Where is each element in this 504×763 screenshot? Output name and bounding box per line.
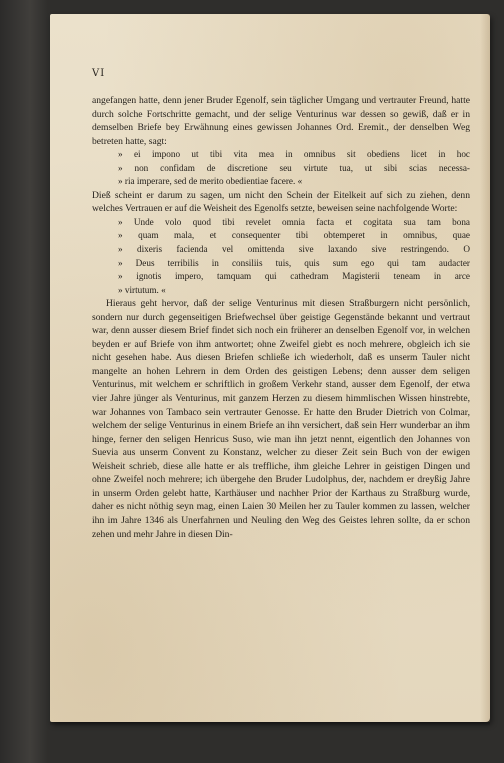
middle-paragraph: Dieß scheint er darum zu sagen, um nicht den Schein der Eitelkeit auf sich zu ziehen, denn welches Vertrauen er auf die Weisheit des Egenolfs setzte, beweisen seine nachfolgende Worte: <box>92 189 470 215</box>
quote-line: » non confidam de discretione seu virtute tua, ut sibi scias necessa- <box>118 162 470 173</box>
latin-quote-1 <box>118 148 470 189</box>
closing-paragraph: Hieraus geht hervor, daß der selige Venturinus mit diesen Straßburgern nicht persönlich, sondern nur durch gegenseitigen Briefwechsel über geistige Gegenstände bekannt und vertraut war, denn ausser diesem Brief findet sich noch ein früherer an denselben Egenolf vor, in welchen beyden er auf Briefe von ihm antwortet; ohne Zweifel giebt es noch mehrere, obgleich ich sie nicht gesehen habe. Aus diesen Briefen schließe ich wiederholt, daß es unserm Tauler nicht mangelte an hohen Lehrern in dem Orden des geistigen Lebens; denn ausser dem seligen Venturinus, mit welchem er schriftlich in großem Verkehr stand, ausser dem Egenolf, der etwa vier Jahre jünger als Venturinus, mit ganzem Herzen zu diesem himmlischen Wissen hinstrebte, war Johannes von Tambaco sein vertrauter Genosse. Er hatte den Bruder Dietrich von Colmar, welchem der selige Venturinus in einem Briefe an ihn versichert, daß sein Herr wunderbar an ihm hinge, ferner den seligen Henricus Suso, wie man ihn jetzt nennt, eigentlich den Johannes von Suevia aus unserm Convent zu Konstanz, welcher zu dieser Zeit sein Buch von der ewigen Weisheit schrieb, diese alle hatte er als treffliche, ihm gleiche Lehrer in geistigen Dingen und ohne Zweifel noch mehrere; ich übergehe den Bruder Ludolphus, der, nachdem er dreyßig Jahre in unserm Orden gelebt hatte, Karthäuser und nachher Prior der Karthaus zu Straßburg wurde, daher es nicht nöthig seyn mag, einen Laien 30 Meilen her zu Tauler kommen zu lassen, welcher ihn im Jahre 1346 als Unerfahrnen und Neuling den Weg des Geistes lehren sollte, da er schon zehen und mehr Jahre in diesen Din- <box>92 298 470 540</box>
page-number: VI <box>92 68 106 79</box>
quote-line: » Unde volo quod tibi revelet omnia facta et cogitata sua tam bona <box>118 216 470 227</box>
quote-line: » Deus terribilis in consiliis tuis, quis sum ego qui tam audacter <box>118 257 470 268</box>
latin-quote-2 <box>118 216 470 297</box>
quote-line: » ei impono ut tibi vita mea in omnibus sit obediens licet in hoc <box>118 149 470 160</box>
quote-line: » quam mala, et consequenter tibi obtemperet in omnibus, quae <box>118 230 470 241</box>
quote-line: » virtutum. « <box>118 284 166 295</box>
quote-line: » dixeris facienda vel omittenda sive laxando sive restringendo. O <box>118 244 470 255</box>
page-body <box>92 94 470 541</box>
page-edge-shading <box>480 14 490 722</box>
quote-line: » ignotis impero, tamquam qui cathedram Magisterii teneam in arce <box>118 271 470 282</box>
page-bottom-shadow <box>50 722 490 726</box>
quote-line: » ria imperare, sed de merito obedientiae facere. « <box>118 176 303 187</box>
intro-paragraph: angefangen hatte, denn jener Bruder Egenolf, sein täglicher Umgang und vertrauter Freund, hatte durch solche Fortschritte gemacht, und der selige Venturinus war dessen so gewiß, daß er in demselben Briefe bey Erwähnung eines gewissen Johannes Ord. Eremit., der denselben Weg betreten hatte, sagt: <box>92 95 470 147</box>
